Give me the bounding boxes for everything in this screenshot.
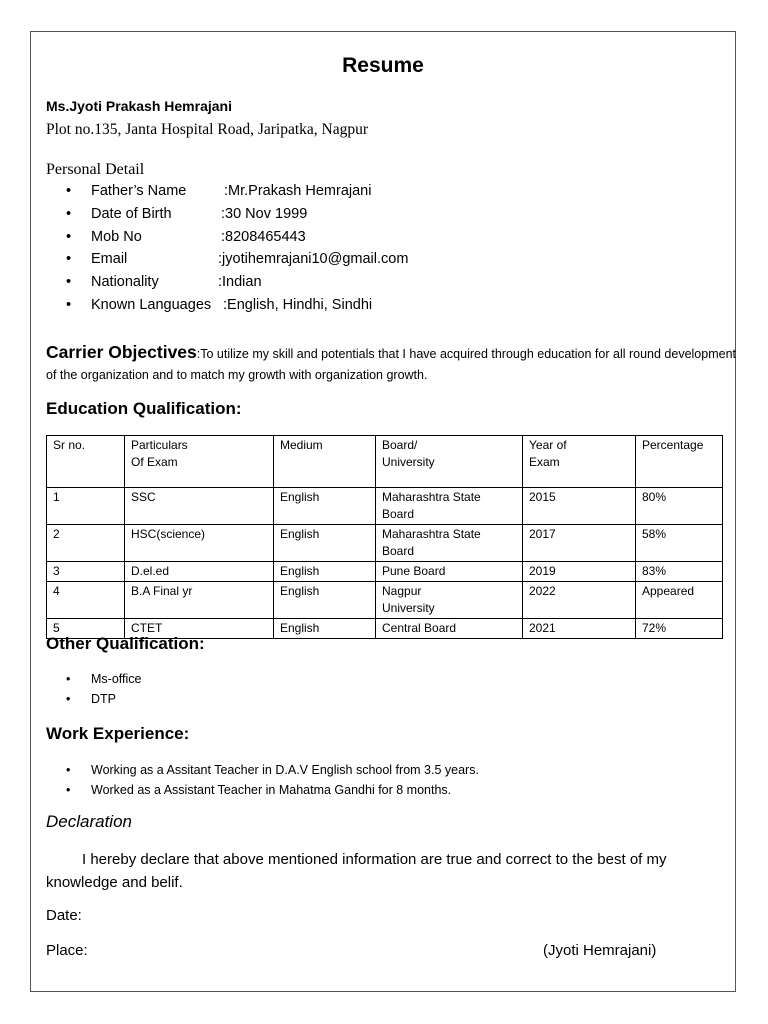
detail-label: Email xyxy=(91,251,128,268)
objective-heading: Carrier Objectives xyxy=(46,342,197,362)
table-cell: Pune Board xyxy=(376,562,523,582)
table-cell: D.el.ed xyxy=(125,562,274,582)
table-row xyxy=(47,488,723,525)
table-row xyxy=(47,562,723,582)
detail-label: Date of Birth xyxy=(91,205,172,222)
detail-value: :Indian xyxy=(218,274,262,291)
detail-value: :30 Nov 1999 xyxy=(221,205,308,222)
table-cell: English xyxy=(274,582,376,619)
bullet-icon: • xyxy=(66,296,72,313)
table-cell: 80% xyxy=(636,488,723,525)
table-cell: 83% xyxy=(636,562,723,582)
table-cell: Appeared xyxy=(636,582,723,619)
bullet-icon: • xyxy=(66,183,72,199)
table-cell: Nagpur University xyxy=(376,582,523,619)
list-item-text: Working as a Assitant Teacher in D.A.V English school from 3.5 years. xyxy=(91,763,479,777)
table-cell: 4 xyxy=(47,582,125,619)
table-cell: 72% xyxy=(636,619,723,639)
list-item-text: DTP xyxy=(91,692,116,706)
header-cell: Sr no. xyxy=(47,436,125,488)
table-cell: Maharashtra State Board xyxy=(376,488,523,525)
table-cell: 2015 xyxy=(523,488,636,525)
table-cell: 58% xyxy=(636,525,723,562)
list-item-text: Worked as a Assistant Teacher in Mahatma Gandhi for 8 months. xyxy=(91,783,452,797)
table-cell: Maharashtra State Board xyxy=(376,525,523,562)
detail-value: :English, Hindhi, Sindhi xyxy=(223,296,373,313)
other-qualification-heading: Other Qualification: xyxy=(46,634,205,653)
table-cell: Central Board xyxy=(376,619,523,639)
detail-label: Known Languages xyxy=(91,296,212,313)
bullet-icon: • xyxy=(66,228,72,245)
table-cell: English xyxy=(274,562,376,582)
header-cell: Year of Exam xyxy=(523,436,636,488)
bullet-icon: • xyxy=(66,783,71,797)
detail-value: :jyotihemrajani10@gmail.com xyxy=(218,251,409,268)
list-item xyxy=(46,669,141,689)
declaration-heading: Declaration xyxy=(46,812,132,831)
bullet-icon: • xyxy=(66,251,72,268)
education-heading: Education Qualification: xyxy=(46,399,242,418)
table-cell: English xyxy=(274,525,376,562)
work-experience-heading: Work Experience: xyxy=(46,724,190,743)
bullet-icon: • xyxy=(66,763,71,777)
list-item xyxy=(46,780,479,800)
page-title: Resume xyxy=(342,54,424,77)
candidate-name: Ms.Jyoti Prakash Hemrajani xyxy=(46,98,232,114)
declaration-text: I hereby declare that above mentioned information are true and correct to the best of my knowledge and belif. xyxy=(46,851,667,891)
table-cell: B.A Final yr xyxy=(125,582,274,619)
table-cell: 5 xyxy=(47,619,125,639)
table-cell: English xyxy=(274,619,376,639)
table-cell: 2022 xyxy=(523,582,636,619)
header-cell: Medium xyxy=(274,436,376,488)
education-table xyxy=(46,435,723,639)
list-item xyxy=(46,689,141,709)
table-cell: 2019 xyxy=(523,562,636,582)
bullet-icon: • xyxy=(66,205,72,222)
resume-page xyxy=(30,31,736,992)
list-item xyxy=(46,760,479,780)
header-cell: Particulars Of Exam xyxy=(125,436,274,488)
bullet-icon: • xyxy=(66,672,71,686)
other-qualification-list xyxy=(46,669,141,709)
bullet-icon: • xyxy=(66,274,72,291)
detail-value: :Mr.Prakash Hemrajani xyxy=(224,183,372,199)
detail-value: :8208465443 xyxy=(221,228,306,245)
detail-label: Father’s Name xyxy=(91,183,187,199)
table-cell: English xyxy=(274,488,376,525)
table-cell: 3 xyxy=(47,562,125,582)
table-cell: 2021 xyxy=(523,619,636,639)
header-cell: Board/ University xyxy=(376,436,523,488)
personal-detail-heading: Personal Detail xyxy=(46,161,145,178)
table-row xyxy=(47,582,723,619)
bullet-icon: • xyxy=(66,692,71,706)
place-label: Place: xyxy=(46,942,88,959)
detail-label: Nationality xyxy=(91,274,159,291)
table-cell: 2 xyxy=(47,525,125,562)
table-cell: SSC xyxy=(125,488,274,525)
table-cell: CTET xyxy=(125,619,274,639)
objective-text: :To utilize my skill and potentials that I have acquired through education for all round development of the organization and to match my growth with organization growth. xyxy=(46,347,736,382)
list-item-text: Ms-office xyxy=(91,672,142,686)
signature-name: (Jyoti Hemrajani) xyxy=(543,942,657,959)
work-experience-list xyxy=(46,760,479,800)
table-cell: 1 xyxy=(47,488,125,525)
candidate-address: Plot no.135, Janta Hospital Road, Jaripatka, Nagpur xyxy=(46,121,369,138)
date-label: Date: xyxy=(46,907,82,924)
detail-label: Mob No xyxy=(91,228,142,245)
career-objective xyxy=(46,342,736,386)
table-row xyxy=(47,525,723,562)
table-cell: HSC(science) xyxy=(125,525,274,562)
table-header-row xyxy=(47,436,723,488)
header-cell: Percentage xyxy=(636,436,723,488)
table-cell: 2017 xyxy=(523,525,636,562)
